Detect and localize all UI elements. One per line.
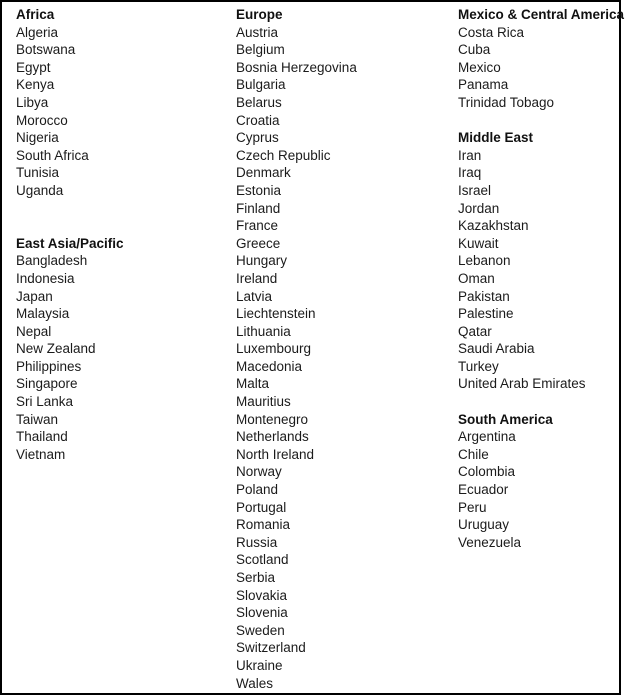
country-item: Belgium	[236, 42, 285, 58]
country-item: Colombia	[458, 464, 516, 480]
country-item: North Ireland	[236, 446, 315, 462]
country-item: Nigeria	[16, 130, 59, 146]
column-americas-middleeast	[458, 6, 625, 551]
country-item: Singapore	[16, 376, 78, 392]
country-item: Iraq	[458, 165, 482, 181]
country-item: United Arab Emirates	[458, 376, 586, 392]
country-item: Uruguay	[458, 517, 510, 533]
country-item: Bosnia Herzegovina	[236, 59, 357, 75]
country-item: Pakistan	[458, 288, 510, 304]
region-section	[458, 6, 625, 112]
country-item: South Africa	[16, 147, 89, 163]
country-item: Peru	[458, 499, 487, 515]
country-item: Thailand	[16, 429, 68, 445]
region-header: Europe	[236, 7, 283, 22]
region-header: South America	[458, 411, 553, 427]
country-item: Israel	[458, 182, 492, 198]
country-item: New Zealand	[16, 341, 96, 357]
region-section	[458, 411, 619, 552]
country-item: Latvia	[236, 288, 273, 304]
country-item: Bangladesh	[16, 253, 88, 269]
country-item: Belarus	[236, 94, 282, 110]
region-header: Middle East	[458, 130, 534, 146]
country-item: Mexico	[458, 59, 501, 75]
country-item: Montenegro	[236, 411, 309, 427]
country-item: France	[236, 218, 279, 234]
country-item: Tunisia	[16, 165, 60, 181]
region-section	[16, 235, 224, 464]
country-item: Qatar	[458, 323, 492, 339]
country-item: Croatia	[236, 112, 280, 128]
country-item: Botswana	[16, 42, 76, 58]
country-item: Sri Lanka	[16, 394, 74, 410]
country-item: Russia	[236, 534, 278, 550]
country-item: Kazakhstan	[458, 218, 529, 234]
country-item: Slovakia	[236, 587, 288, 603]
country-item: Norway	[236, 464, 282, 480]
country-item: Libya	[16, 94, 49, 110]
country-item: Ukraine	[236, 657, 283, 673]
country-item: Serbia	[236, 570, 276, 585]
country-item: Kenya	[16, 77, 55, 93]
country-item: Switzerland	[236, 640, 306, 656]
country-item: Wales	[236, 675, 274, 691]
country-item: Saudi Arabia	[458, 341, 535, 357]
country-item: Romania	[236, 517, 291, 533]
country-item: Estonia	[236, 182, 282, 198]
country-item: Turkey	[458, 358, 499, 374]
country-item: Palestine	[458, 306, 514, 322]
region-header: Mexico & Central America	[458, 7, 625, 22]
country-item: Chile	[458, 446, 489, 462]
country-item: Poland	[236, 482, 279, 498]
country-item: Iran	[458, 147, 482, 163]
region-header: Africa	[16, 7, 55, 22]
country-item: Portugal	[236, 499, 287, 515]
region-section	[458, 129, 619, 393]
country-item: Vietnam	[16, 446, 66, 462]
region-header: East Asia/Pacific	[16, 235, 124, 251]
country-item: Greece	[236, 235, 281, 251]
country-item: Argentina	[458, 429, 516, 445]
country-item: Macedonia	[236, 358, 303, 374]
country-item: Malta	[236, 376, 270, 392]
country-item: Sweden	[236, 622, 285, 638]
country-item: Egypt	[16, 59, 51, 75]
country-item: Nepal	[16, 323, 52, 339]
country-item: Scotland	[236, 552, 289, 568]
country-item: Hungary	[236, 253, 288, 269]
country-item: Algeria	[16, 24, 59, 40]
country-item: Ireland	[236, 270, 278, 286]
country-item: Slovenia	[236, 605, 288, 621]
column-europe	[236, 6, 448, 692]
country-item: Jordan	[458, 200, 500, 216]
country-item: Indonesia	[16, 270, 75, 286]
country-item: Uganda	[16, 182, 64, 198]
country-item: Philippines	[16, 358, 82, 374]
country-item: Morocco	[16, 112, 68, 128]
column-africa-eastasia	[16, 6, 224, 463]
country-item: Lithuania	[236, 323, 291, 339]
country-item: Netherlands	[236, 429, 309, 445]
country-item: Ecuador	[458, 482, 509, 498]
country-item: Lebanon	[458, 253, 511, 269]
country-item: Finland	[236, 200, 281, 216]
country-item: Austria	[236, 24, 279, 40]
country-item: Oman	[458, 270, 495, 286]
country-item: Kuwait	[458, 235, 499, 251]
country-item: Czech Republic	[236, 147, 331, 163]
country-item: Cuba	[458, 42, 491, 58]
country-item: Taiwan	[16, 411, 59, 427]
country-item: Denmark	[236, 165, 291, 181]
country-item: Malaysia	[16, 306, 70, 322]
country-item: Bulgaria	[236, 77, 286, 93]
region-section	[16, 6, 224, 200]
country-item: Luxembourg	[236, 341, 312, 357]
country-item: Liechtenstein	[236, 306, 316, 322]
country-item: Costa Rica	[458, 24, 525, 40]
country-item: Japan	[16, 288, 53, 304]
country-item: Trinidad Tobago	[458, 94, 555, 110]
country-item: Cyprus	[236, 130, 279, 146]
region-section	[236, 6, 448, 692]
country-item: Mauritius	[236, 394, 291, 410]
country-item: Panama	[458, 77, 509, 93]
country-item: Venezuela	[458, 534, 522, 550]
